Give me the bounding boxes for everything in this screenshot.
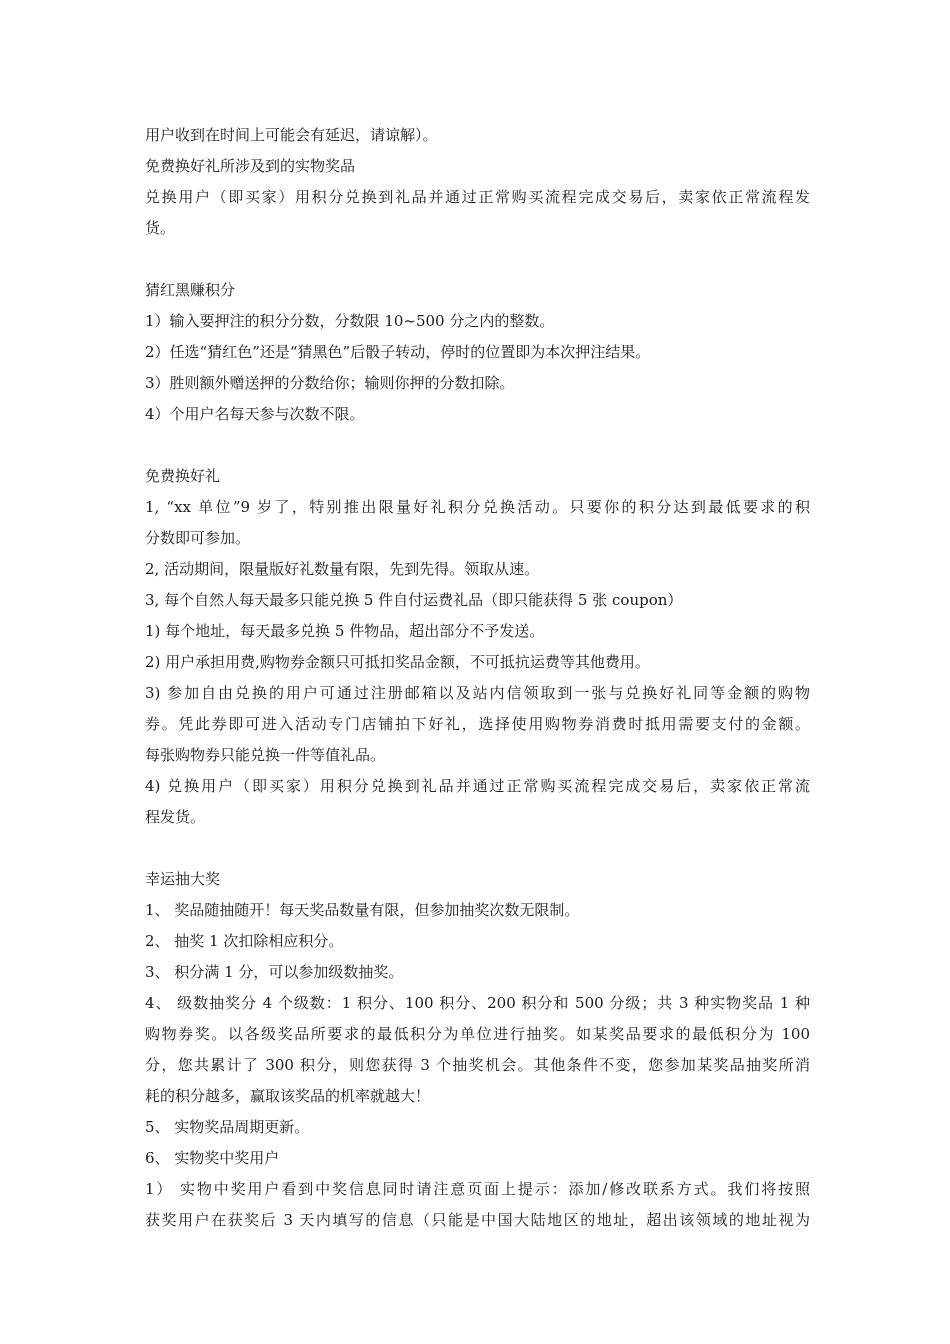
paragraph-gap	[145, 833, 810, 864]
section-title-guess: 猜红黑赚积分	[145, 281, 236, 299]
section-title-gift: 免费换好礼	[145, 467, 221, 485]
gift-rule-line: 程发货。	[145, 808, 206, 826]
intro-line: 兑换用户（即买家）用积分兑换到礼品并通过正常购买流程完成交易后，卖家依正常流程发	[145, 188, 810, 206]
paragraph-gap	[145, 244, 810, 275]
lottery-rule-line: 6、 实物奖中奖用户	[145, 1149, 280, 1167]
intro-line: 货。	[145, 219, 176, 237]
gift-rule-line: 2, 活动期间，限量版好礼数量有限，先到先得。领取从速。	[145, 560, 540, 578]
lottery-rule-line: 1） 实物中奖用户看到中奖信息同时请注意页面上提示：添加/修改联系方式。我们将按照	[145, 1180, 810, 1198]
guess-rule-item: 4）个用户名每天参与次数不限。	[145, 405, 365, 423]
intro-line: 免费换好礼所涉及到的实物奖品	[145, 157, 356, 175]
lottery-rule-line: 1、 奖品随抽随开！每天奖品数量有限，但参加抽奖次数无限制。	[145, 901, 580, 919]
gift-rule-line: 3) 参加自由兑换的用户可通过注册邮箱以及站内信领取到一张与兑换好礼同等金额的购物	[145, 684, 810, 702]
lottery-rule-line: 5、 实物奖品周期更新。	[145, 1118, 310, 1136]
paragraph-gap	[145, 430, 810, 461]
gift-rule-line: 券。凭此券即可进入活动专门店铺拍下好礼，选择使用购物券消费时抵用需要支付的金额。	[145, 715, 810, 733]
section-title-lottery: 幸运抽大奖	[145, 870, 221, 888]
gift-rule-line: 3, 每个自然人每天最多只能兑换 5 件自付运费礼品（即只能获得 5 张 coupon）	[145, 591, 683, 609]
lottery-rule-line: 获奖用户在获奖后 3 天内填写的信息（只能是中国大陆地区的地址，超出该领域的地址视为	[145, 1211, 810, 1229]
gift-rule-line: 1, “xx 单位”9 岁了，特别推出限量好礼积分兑换活动。只要你的积分达到最低要求的积	[145, 498, 810, 516]
guess-rule-item: 1）输入要押注的积分分数，分数限 10~500 分之内的整数。	[145, 312, 555, 330]
lottery-rule-line: 3、 积分满 1 分，可以参加级数抽奖。	[145, 963, 404, 981]
lottery-rule-line: 购物券奖。以各级奖品所要求的最低积分为单位进行抽奖。如某奖品要求的最低积分为 100	[145, 1025, 810, 1043]
lottery-rule-line: 耗的积分越多，赢取该奖品的机率就越大！	[145, 1087, 431, 1105]
guess-rule-item: 3）胜则额外赠送押的分数给你；输则你押的分数扣除。	[145, 374, 515, 392]
lottery-rule-line: 4、 级数抽奖分 4 个级数：1 积分、100 积分、200 积分和 500 分级；共 3 种实物奖品 1 种	[145, 994, 810, 1012]
guess-rule-item: 2）任选“猜红色”还是“猜黑色”后骰子转动，停时的位置即为本次押注结果。	[145, 343, 651, 361]
gift-rule-line: 4) 兑换用户（即买家）用积分兑换到礼品并通过正常购买流程完成交易后，卖家依正常流	[145, 777, 810, 795]
document-page	[145, 120, 810, 1236]
gift-rule-line: 1) 每个地址，每天最多兑换 5 件物品，超出部分不予发送。	[145, 622, 545, 640]
intro-line: 用户收到在时间上可能会有延迟，请谅解）。	[145, 126, 438, 144]
lottery-rule-line: 分，您共累计了 300 积分，则您获得 3 个抽奖机会。其他条件不变，您参加某奖品抽奖所消	[145, 1056, 810, 1074]
gift-rule-line: 每张购物券只能兑换一件等值礼品。	[145, 746, 386, 764]
gift-rule-line: 分数即可参加。	[145, 529, 251, 547]
lottery-rule-line: 2、 抽奖 1 次扣除相应积分。	[145, 932, 344, 950]
gift-rule-line: 2) 用户承担用费,购物券金额只可抵扣奖品金额，不可抵抗运费等其他费用。	[145, 653, 650, 671]
